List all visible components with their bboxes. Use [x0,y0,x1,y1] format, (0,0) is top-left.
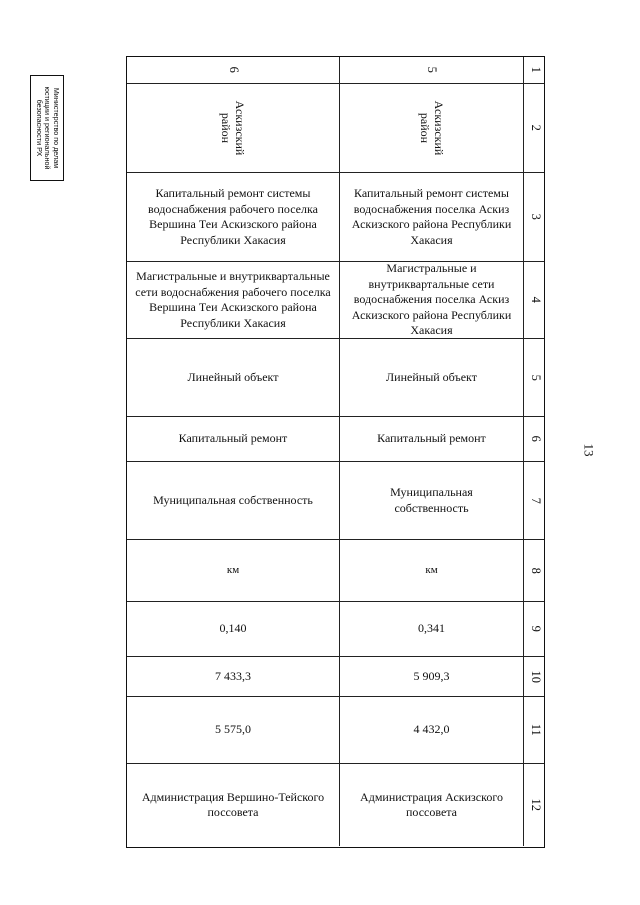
table-row-11 [127,697,544,764]
column-number-8: 8 [528,567,543,574]
cell-row3-obj6: Капитальный ремонт системы водоснабжения рабочего поселка Вершина Теи Аскизского района Республики Хакасия [127,173,340,261]
cell-row4-obj5: Магистральные и внутриквартальные сети водоснабжения поселка Аскиз Аскизского района Республики Хакасия [340,262,524,338]
cell-row8-obj6: км [127,540,340,601]
column-number-6: 6 [528,435,543,443]
cell-row1-obj5: 5 [340,57,524,83]
column-number-11: 11 [528,723,543,737]
cell-row3-obj5: Капитальный ремонт системы водоснабжения поселка Аскиз Аскизского района Республики Хакасия [340,173,524,261]
page-number: 13 [581,443,597,457]
cell-row4-obj6: Магистральные и внутриквартальные сети водоснабжения рабочего поселка Вершина Теи Аскизского района Республики Хакасия [127,262,340,338]
cell-row9-obj6: 0,140 [127,602,340,656]
cell-row1-obj6: 6 [127,57,340,83]
cell-row2-obj5: Аскизский район [340,84,524,172]
table-row-10 [127,657,544,697]
ministry-stamp [30,75,64,181]
table-row-6 [127,417,544,462]
column-number-9: 9 [528,625,543,633]
column-number-5: 5 [528,374,543,381]
cell-row10-obj6: 7 433,3 [127,657,340,696]
objects-table [126,56,545,848]
cell-row12-obj6: Администрация Вершино-Тейского поссовета [127,764,340,846]
table-row-12 [127,764,544,846]
cell-row5-obj5: Линейный объект [340,339,524,416]
cell-row5-obj6: Линейный объект [127,339,340,416]
table-row-4 [127,262,544,339]
table-row-2 [127,84,544,173]
column-number-4: 4 [528,296,543,304]
column-number-10: 10 [528,670,543,683]
cell-row6-obj5: Капитальный ремонт [340,417,524,461]
cell-row7-obj5: Муниципальная собственность [340,462,524,539]
column-number-1: 1 [528,66,543,74]
table-row-1 [127,57,544,84]
cell-row11-obj6: 5 575,0 [127,697,340,763]
cell-row10-obj5: 5 909,3 [340,657,524,696]
table-row-7 [127,462,544,540]
stamp-text: Министерство по делам юстиции и региональной безопасности РХ [34,86,61,170]
column-number-3: 3 [528,213,543,221]
cell-row8-obj5: км [340,540,524,601]
cell-row7-obj6: Муниципальная собственность [127,462,340,539]
table-row-5 [127,339,544,417]
cell-row2-obj6: Аскизский район [127,84,340,172]
cell-row12-obj5: Администрация Аскизского поссовета [340,764,524,846]
cell-row11-obj5: 4 432,0 [340,697,524,763]
table-row-9 [127,602,544,657]
cell-row9-obj5: 0,341 [340,602,524,656]
column-number-2: 2 [528,124,543,132]
column-number-7: 7 [528,497,543,504]
table-row-8 [127,540,544,602]
table-row-3 [127,173,544,262]
column-number-12: 12 [528,798,543,812]
cell-row6-obj6: Капитальный ремонт [127,417,340,461]
